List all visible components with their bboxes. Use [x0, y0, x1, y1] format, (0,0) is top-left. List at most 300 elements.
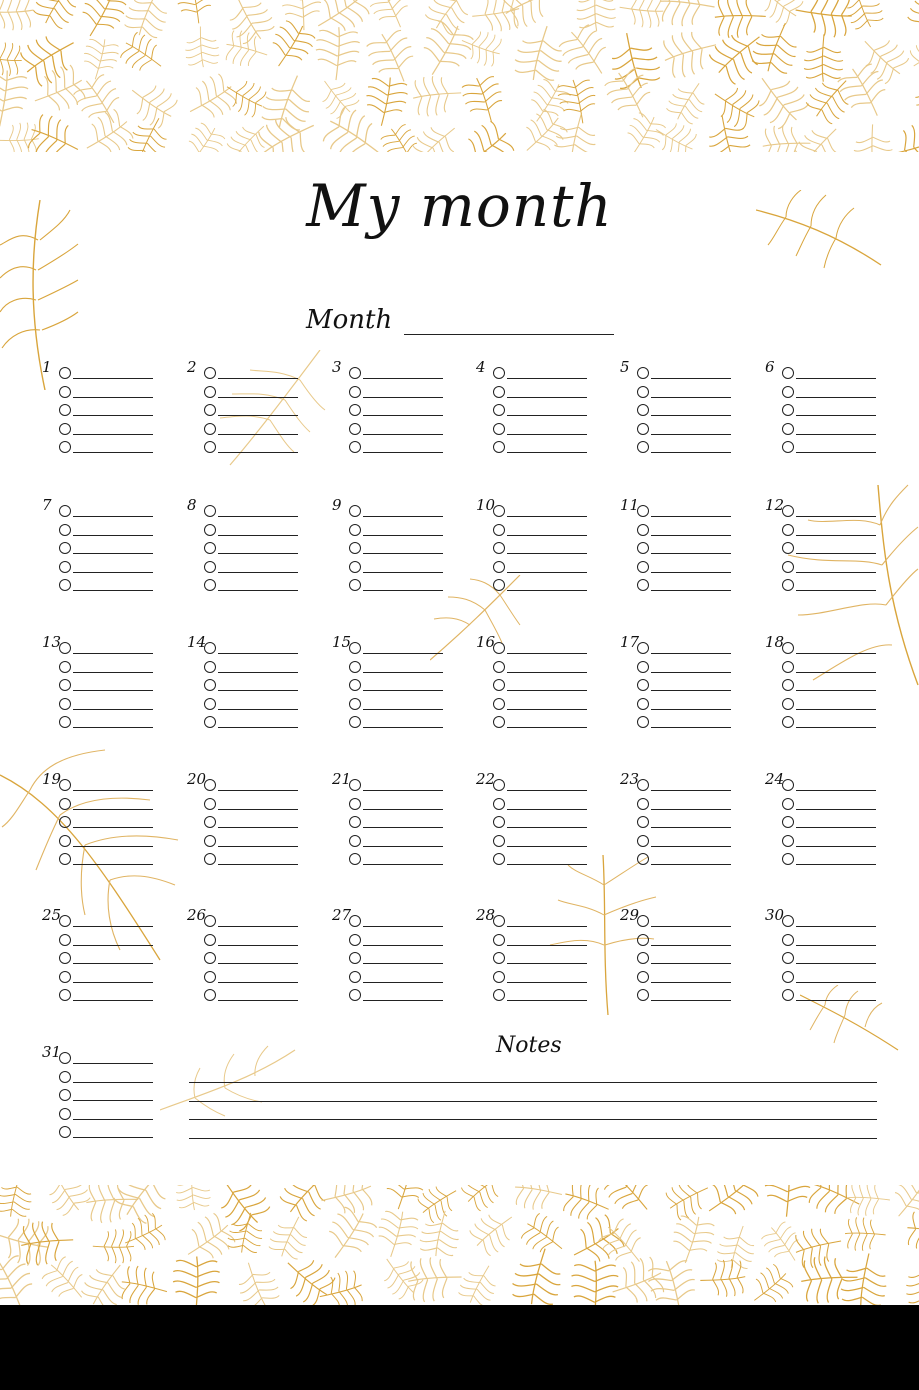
task-checkbox[interactable]	[204, 798, 216, 810]
task-item[interactable]	[782, 678, 882, 694]
task-item[interactable]	[493, 933, 593, 949]
task-checkbox[interactable]	[782, 716, 794, 728]
task-item[interactable]	[204, 970, 304, 986]
month-input-line[interactable]	[404, 334, 614, 335]
task-line[interactable]	[363, 926, 443, 927]
task-item[interactable]	[59, 366, 159, 382]
task-line[interactable]	[363, 415, 443, 416]
task-checkbox[interactable]	[637, 934, 649, 946]
task-item[interactable]	[204, 778, 304, 794]
task-checkbox[interactable]	[59, 505, 71, 517]
task-checkbox[interactable]	[782, 441, 794, 453]
task-line[interactable]	[796, 827, 876, 828]
task-line[interactable]	[796, 864, 876, 865]
task-checkbox[interactable]	[782, 542, 794, 554]
task-line[interactable]	[218, 434, 298, 435]
task-line[interactable]	[363, 397, 443, 398]
task-checkbox[interactable]	[637, 779, 649, 791]
task-item[interactable]	[493, 366, 593, 382]
task-item[interactable]	[493, 988, 593, 1004]
notes-line[interactable]	[189, 1101, 877, 1102]
task-line[interactable]	[796, 790, 876, 791]
task-line[interactable]	[218, 963, 298, 964]
task-line[interactable]	[218, 516, 298, 517]
task-checkbox[interactable]	[349, 542, 361, 554]
task-checkbox[interactable]	[493, 915, 505, 927]
task-line[interactable]	[651, 790, 731, 791]
task-line[interactable]	[73, 397, 153, 398]
task-line[interactable]	[363, 709, 443, 710]
task-item[interactable]	[493, 403, 593, 419]
task-checkbox[interactable]	[349, 579, 361, 591]
task-checkbox[interactable]	[59, 404, 71, 416]
task-item[interactable]	[59, 1125, 159, 1141]
task-checkbox[interactable]	[204, 816, 216, 828]
task-item[interactable]	[493, 715, 593, 731]
task-checkbox[interactable]	[637, 679, 649, 691]
task-line[interactable]	[73, 846, 153, 847]
task-item[interactable]	[782, 933, 882, 949]
task-item[interactable]	[493, 797, 593, 813]
task-item[interactable]	[204, 366, 304, 382]
task-line[interactable]	[73, 1000, 153, 1001]
task-item[interactable]	[782, 366, 882, 382]
task-checkbox[interactable]	[204, 679, 216, 691]
task-checkbox[interactable]	[59, 853, 71, 865]
task-item[interactable]	[349, 504, 449, 520]
task-item[interactable]	[349, 914, 449, 930]
task-item[interactable]	[204, 560, 304, 576]
task-checkbox[interactable]	[782, 386, 794, 398]
task-item[interactable]	[59, 797, 159, 813]
task-item[interactable]	[349, 815, 449, 831]
task-checkbox[interactable]	[637, 441, 649, 453]
task-item[interactable]	[349, 366, 449, 382]
task-item[interactable]	[349, 834, 449, 850]
task-checkbox[interactable]	[349, 642, 361, 654]
task-checkbox[interactable]	[59, 716, 71, 728]
task-checkbox[interactable]	[204, 971, 216, 983]
task-checkbox[interactable]	[204, 698, 216, 710]
task-checkbox[interactable]	[349, 971, 361, 983]
task-item[interactable]	[59, 815, 159, 831]
task-line[interactable]	[73, 516, 153, 517]
task-checkbox[interactable]	[349, 505, 361, 517]
task-item[interactable]	[349, 797, 449, 813]
task-item[interactable]	[59, 385, 159, 401]
task-line[interactable]	[363, 378, 443, 379]
task-item[interactable]	[782, 641, 882, 657]
task-line[interactable]	[73, 553, 153, 554]
task-line[interactable]	[363, 846, 443, 847]
task-line[interactable]	[651, 535, 731, 536]
task-item[interactable]	[349, 641, 449, 657]
task-item[interactable]	[782, 523, 882, 539]
task-checkbox[interactable]	[59, 367, 71, 379]
task-checkbox[interactable]	[493, 367, 505, 379]
task-item[interactable]	[637, 797, 737, 813]
task-checkbox[interactable]	[349, 661, 361, 673]
task-item[interactable]	[782, 560, 882, 576]
task-item[interactable]	[782, 778, 882, 794]
task-line[interactable]	[363, 672, 443, 673]
task-checkbox[interactable]	[493, 698, 505, 710]
task-line[interactable]	[651, 690, 731, 691]
task-item[interactable]	[493, 970, 593, 986]
task-line[interactable]	[73, 926, 153, 927]
task-line[interactable]	[651, 452, 731, 453]
task-checkbox[interactable]	[204, 779, 216, 791]
task-line[interactable]	[507, 535, 587, 536]
task-checkbox[interactable]	[782, 934, 794, 946]
task-line[interactable]	[651, 945, 731, 946]
task-checkbox[interactable]	[493, 579, 505, 591]
task-item[interactable]	[204, 385, 304, 401]
task-item[interactable]	[204, 641, 304, 657]
task-item[interactable]	[493, 660, 593, 676]
task-checkbox[interactable]	[782, 816, 794, 828]
task-checkbox[interactable]	[59, 989, 71, 1001]
task-line[interactable]	[796, 572, 876, 573]
task-line[interactable]	[651, 590, 731, 591]
task-item[interactable]	[349, 852, 449, 868]
task-item[interactable]	[637, 852, 737, 868]
task-checkbox[interactable]	[204, 404, 216, 416]
task-item[interactable]	[637, 988, 737, 1004]
task-checkbox[interactable]	[782, 423, 794, 435]
task-checkbox[interactable]	[493, 441, 505, 453]
task-checkbox[interactable]	[782, 404, 794, 416]
task-checkbox[interactable]	[204, 934, 216, 946]
task-checkbox[interactable]	[59, 835, 71, 847]
task-line[interactable]	[651, 864, 731, 865]
task-checkbox[interactable]	[59, 798, 71, 810]
task-line[interactable]	[507, 452, 587, 453]
task-line[interactable]	[218, 590, 298, 591]
task-item[interactable]	[637, 578, 737, 594]
task-item[interactable]	[349, 523, 449, 539]
task-checkbox[interactable]	[637, 952, 649, 964]
task-checkbox[interactable]	[493, 853, 505, 865]
task-line[interactable]	[73, 378, 153, 379]
task-item[interactable]	[59, 914, 159, 930]
task-line[interactable]	[507, 1000, 587, 1001]
task-line[interactable]	[73, 827, 153, 828]
task-checkbox[interactable]	[637, 542, 649, 554]
task-checkbox[interactable]	[349, 779, 361, 791]
task-checkbox[interactable]	[493, 679, 505, 691]
task-line[interactable]	[651, 434, 731, 435]
task-line[interactable]	[651, 516, 731, 517]
task-line[interactable]	[507, 846, 587, 847]
task-item[interactable]	[59, 1070, 159, 1086]
task-line[interactable]	[363, 945, 443, 946]
task-item[interactable]	[349, 951, 449, 967]
task-line[interactable]	[218, 572, 298, 573]
task-checkbox[interactable]	[204, 386, 216, 398]
task-line[interactable]	[218, 378, 298, 379]
task-item[interactable]	[204, 440, 304, 456]
task-line[interactable]	[507, 827, 587, 828]
task-checkbox[interactable]	[349, 989, 361, 1001]
task-checkbox[interactable]	[349, 952, 361, 964]
task-item[interactable]	[493, 560, 593, 576]
task-line[interactable]	[218, 926, 298, 927]
task-line[interactable]	[651, 846, 731, 847]
task-checkbox[interactable]	[493, 816, 505, 828]
task-checkbox[interactable]	[59, 934, 71, 946]
task-line[interactable]	[507, 982, 587, 983]
task-item[interactable]	[59, 988, 159, 1004]
task-checkbox[interactable]	[637, 716, 649, 728]
task-checkbox[interactable]	[637, 505, 649, 517]
task-line[interactable]	[796, 809, 876, 810]
task-checkbox[interactable]	[637, 524, 649, 536]
task-item[interactable]	[782, 440, 882, 456]
task-checkbox[interactable]	[782, 915, 794, 927]
task-checkbox[interactable]	[349, 441, 361, 453]
task-line[interactable]	[73, 945, 153, 946]
task-line[interactable]	[796, 926, 876, 927]
task-checkbox[interactable]	[204, 561, 216, 573]
task-checkbox[interactable]	[204, 423, 216, 435]
task-line[interactable]	[363, 434, 443, 435]
task-checkbox[interactable]	[59, 661, 71, 673]
task-line[interactable]	[651, 727, 731, 728]
task-checkbox[interactable]	[637, 642, 649, 654]
task-line[interactable]	[73, 672, 153, 673]
task-item[interactable]	[59, 852, 159, 868]
task-checkbox[interactable]	[637, 404, 649, 416]
task-checkbox[interactable]	[59, 524, 71, 536]
task-item[interactable]	[59, 1107, 159, 1123]
task-line[interactable]	[507, 397, 587, 398]
task-checkbox[interactable]	[637, 798, 649, 810]
task-item[interactable]	[637, 385, 737, 401]
task-item[interactable]	[782, 834, 882, 850]
task-checkbox[interactable]	[59, 542, 71, 554]
task-checkbox[interactable]	[59, 1071, 71, 1083]
task-line[interactable]	[218, 982, 298, 983]
task-checkbox[interactable]	[782, 367, 794, 379]
task-item[interactable]	[493, 815, 593, 831]
task-item[interactable]	[59, 951, 159, 967]
task-item[interactable]	[637, 366, 737, 382]
task-line[interactable]	[796, 672, 876, 673]
task-checkbox[interactable]	[204, 989, 216, 1001]
task-item[interactable]	[349, 988, 449, 1004]
task-line[interactable]	[507, 690, 587, 691]
task-line[interactable]	[796, 982, 876, 983]
task-checkbox[interactable]	[782, 989, 794, 1001]
task-checkbox[interactable]	[204, 542, 216, 554]
task-line[interactable]	[651, 809, 731, 810]
task-line[interactable]	[507, 572, 587, 573]
task-item[interactable]	[349, 660, 449, 676]
task-checkbox[interactable]	[782, 698, 794, 710]
task-checkbox[interactable]	[637, 561, 649, 573]
task-line[interactable]	[363, 827, 443, 828]
task-checkbox[interactable]	[637, 915, 649, 927]
task-line[interactable]	[363, 553, 443, 554]
task-item[interactable]	[782, 988, 882, 1004]
task-item[interactable]	[349, 560, 449, 576]
task-checkbox[interactable]	[493, 661, 505, 673]
task-line[interactable]	[218, 1000, 298, 1001]
task-checkbox[interactable]	[204, 952, 216, 964]
task-item[interactable]	[204, 541, 304, 557]
task-checkbox[interactable]	[59, 561, 71, 573]
task-item[interactable]	[59, 523, 159, 539]
task-checkbox[interactable]	[204, 579, 216, 591]
task-checkbox[interactable]	[637, 816, 649, 828]
task-line[interactable]	[651, 982, 731, 983]
task-item[interactable]	[493, 578, 593, 594]
task-line[interactable]	[507, 378, 587, 379]
task-checkbox[interactable]	[782, 679, 794, 691]
task-line[interactable]	[73, 572, 153, 573]
task-item[interactable]	[59, 678, 159, 694]
task-checkbox[interactable]	[59, 441, 71, 453]
task-line[interactable]	[363, 809, 443, 810]
task-checkbox[interactable]	[493, 934, 505, 946]
task-checkbox[interactable]	[204, 853, 216, 865]
task-checkbox[interactable]	[59, 579, 71, 591]
task-line[interactable]	[651, 672, 731, 673]
task-item[interactable]	[59, 403, 159, 419]
task-item[interactable]	[637, 541, 737, 557]
task-checkbox[interactable]	[59, 679, 71, 691]
task-checkbox[interactable]	[349, 524, 361, 536]
task-item[interactable]	[637, 834, 737, 850]
task-item[interactable]	[59, 560, 159, 576]
task-item[interactable]	[349, 403, 449, 419]
task-line[interactable]	[507, 672, 587, 673]
task-line[interactable]	[218, 452, 298, 453]
task-item[interactable]	[204, 797, 304, 813]
task-line[interactable]	[796, 516, 876, 517]
task-item[interactable]	[782, 797, 882, 813]
task-line[interactable]	[651, 553, 731, 554]
task-line[interactable]	[73, 790, 153, 791]
task-item[interactable]	[349, 440, 449, 456]
task-line[interactable]	[218, 864, 298, 865]
task-checkbox[interactable]	[59, 952, 71, 964]
task-checkbox[interactable]	[349, 853, 361, 865]
task-item[interactable]	[782, 914, 882, 930]
task-line[interactable]	[73, 653, 153, 654]
task-line[interactable]	[73, 1119, 153, 1120]
task-line[interactable]	[363, 590, 443, 591]
task-item[interactable]	[59, 660, 159, 676]
task-line[interactable]	[363, 727, 443, 728]
task-checkbox[interactable]	[204, 915, 216, 927]
task-checkbox[interactable]	[637, 989, 649, 1001]
task-line[interactable]	[651, 709, 731, 710]
task-item[interactable]	[59, 641, 159, 657]
task-item[interactable]	[782, 697, 882, 713]
task-item[interactable]	[782, 852, 882, 868]
task-item[interactable]	[493, 541, 593, 557]
task-item[interactable]	[637, 914, 737, 930]
task-checkbox[interactable]	[493, 971, 505, 983]
task-item[interactable]	[204, 715, 304, 731]
task-item[interactable]	[493, 951, 593, 967]
task-line[interactable]	[651, 397, 731, 398]
task-item[interactable]	[637, 678, 737, 694]
task-checkbox[interactable]	[349, 561, 361, 573]
task-item[interactable]	[493, 678, 593, 694]
task-checkbox[interactable]	[59, 816, 71, 828]
task-checkbox[interactable]	[204, 441, 216, 453]
task-checkbox[interactable]	[493, 716, 505, 728]
task-checkbox[interactable]	[782, 798, 794, 810]
task-item[interactable]	[349, 385, 449, 401]
task-line[interactable]	[218, 397, 298, 398]
task-item[interactable]	[637, 951, 737, 967]
task-item[interactable]	[782, 541, 882, 557]
task-checkbox[interactable]	[59, 423, 71, 435]
task-line[interactable]	[651, 415, 731, 416]
task-checkbox[interactable]	[782, 853, 794, 865]
task-checkbox[interactable]	[204, 367, 216, 379]
notes-line[interactable]	[189, 1138, 877, 1139]
task-line[interactable]	[796, 590, 876, 591]
task-line[interactable]	[507, 809, 587, 810]
task-line[interactable]	[218, 535, 298, 536]
task-checkbox[interactable]	[493, 386, 505, 398]
task-line[interactable]	[796, 709, 876, 710]
task-checkbox[interactable]	[782, 971, 794, 983]
task-line[interactable]	[651, 1000, 731, 1001]
task-item[interactable]	[782, 403, 882, 419]
task-item[interactable]	[204, 914, 304, 930]
task-checkbox[interactable]	[637, 386, 649, 398]
task-item[interactable]	[637, 715, 737, 731]
task-item[interactable]	[637, 560, 737, 576]
task-line[interactable]	[363, 535, 443, 536]
task-line[interactable]	[218, 690, 298, 691]
task-item[interactable]	[349, 541, 449, 557]
task-line[interactable]	[73, 452, 153, 453]
task-item[interactable]	[204, 504, 304, 520]
task-checkbox[interactable]	[493, 542, 505, 554]
task-item[interactable]	[204, 834, 304, 850]
task-item[interactable]	[349, 578, 449, 594]
task-line[interactable]	[796, 415, 876, 416]
task-checkbox[interactable]	[637, 853, 649, 865]
task-line[interactable]	[796, 535, 876, 536]
task-item[interactable]	[59, 697, 159, 713]
task-item[interactable]	[204, 578, 304, 594]
task-line[interactable]	[507, 926, 587, 927]
task-line[interactable]	[651, 572, 731, 573]
task-line[interactable]	[218, 846, 298, 847]
task-line[interactable]	[796, 690, 876, 691]
task-item[interactable]	[493, 914, 593, 930]
task-checkbox[interactable]	[493, 642, 505, 654]
task-line[interactable]	[507, 415, 587, 416]
task-line[interactable]	[363, 963, 443, 964]
task-checkbox[interactable]	[637, 367, 649, 379]
task-item[interactable]	[782, 970, 882, 986]
task-checkbox[interactable]	[59, 1108, 71, 1120]
task-item[interactable]	[637, 523, 737, 539]
task-item[interactable]	[204, 422, 304, 438]
task-line[interactable]	[507, 653, 587, 654]
task-item[interactable]	[349, 715, 449, 731]
task-item[interactable]	[637, 422, 737, 438]
